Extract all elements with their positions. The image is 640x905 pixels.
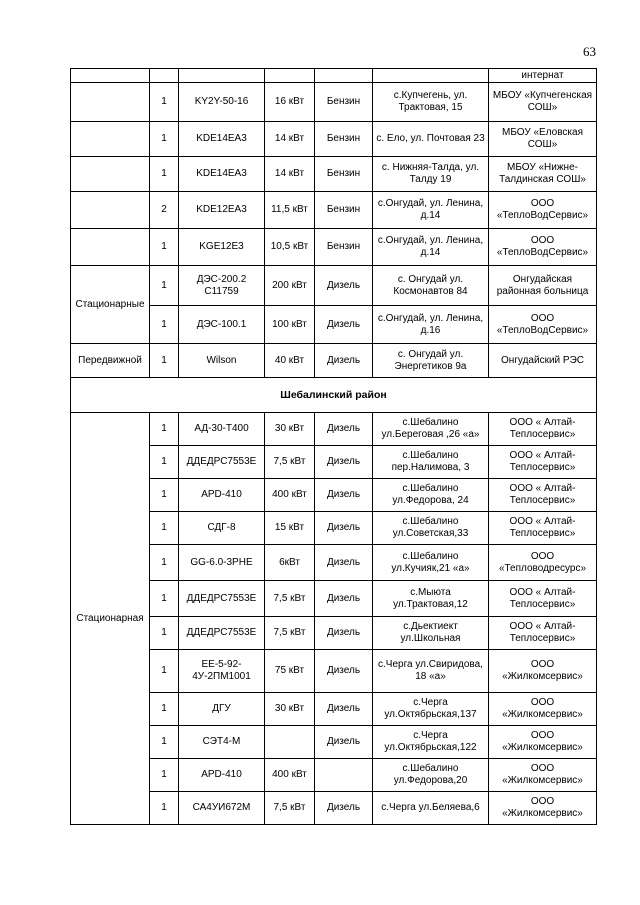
address-cell: с.Онгудай, ул. Ленина, д.14 bbox=[373, 192, 489, 229]
owner-cell: Онгудайский РЭС bbox=[489, 344, 597, 378]
table-row bbox=[71, 545, 597, 581]
table-row bbox=[71, 792, 597, 825]
address-cell: с.Купчегень, ул. Трактовая, 15 bbox=[373, 83, 489, 122]
address-cell: с.Черга ул.Октябрьская,137 bbox=[373, 693, 489, 726]
model-cell: АРD-410 bbox=[179, 759, 265, 792]
address-cell: с.Онгудай, ул. Ленина, д.16 bbox=[373, 306, 489, 344]
power-cell: 15 кВт bbox=[265, 512, 315, 545]
table-row bbox=[71, 693, 597, 726]
model-cell: KGE12E3 bbox=[179, 229, 265, 266]
model-cell: GG-6.0-3PHE bbox=[179, 545, 265, 581]
qty-cell: 1 bbox=[150, 122, 179, 157]
power-cell bbox=[265, 726, 315, 759]
qty-cell: 1 bbox=[150, 726, 179, 759]
fuel-cell bbox=[315, 69, 373, 83]
table-row bbox=[71, 83, 597, 122]
fuel-cell: Дизель bbox=[315, 446, 373, 479]
qty-cell: 1 bbox=[150, 266, 179, 306]
power-cell: 30 кВт bbox=[265, 693, 315, 726]
fuel-cell: Бензин bbox=[315, 83, 373, 122]
qty-cell: 1 bbox=[150, 581, 179, 617]
power-cell: 6кВт bbox=[265, 545, 315, 581]
qty-cell: 1 bbox=[150, 693, 179, 726]
address-cell: с.Шебалино ул.Федорова,20 bbox=[373, 759, 489, 792]
owner-cell: ООО «ТеплоВодСервис» bbox=[489, 229, 597, 266]
address-cell: с.Шебалино ул.Береговая ,26 «а» bbox=[373, 413, 489, 446]
table-row bbox=[71, 229, 597, 266]
category-cell bbox=[71, 83, 150, 122]
power-cell: 10,5 кВт bbox=[265, 229, 315, 266]
fuel-cell: Дизель bbox=[315, 512, 373, 545]
table-row bbox=[71, 512, 597, 545]
power-cell: 200 кВт bbox=[265, 266, 315, 306]
qty-cell: 1 bbox=[150, 83, 179, 122]
owner-cell: ООО «Жилкомсервис» bbox=[489, 693, 597, 726]
address-cell: с.Шебалино ул.Советская,33 bbox=[373, 512, 489, 545]
fuel-cell: Дизель bbox=[315, 792, 373, 825]
qty-cell: 1 bbox=[150, 545, 179, 581]
model-cell: ЕЕ-5-92-4У-2ПМ1001 bbox=[179, 650, 265, 693]
fuel-cell: Дизель bbox=[315, 413, 373, 446]
fuel-cell: Бензин bbox=[315, 157, 373, 192]
address-cell: с.Черга ул.Октябрьская,122 bbox=[373, 726, 489, 759]
model-cell: ДДЕДРС7553Е bbox=[179, 581, 265, 617]
owner-cell: ООО « Алтай-Теплосервис» bbox=[489, 479, 597, 512]
owner-cell: ООО « Алтай-Теплосервис» bbox=[489, 512, 597, 545]
table-row bbox=[71, 759, 597, 792]
power-cell: 30 кВт bbox=[265, 413, 315, 446]
qty-cell: 2 bbox=[150, 192, 179, 229]
power-cell: 7,5 кВт bbox=[265, 581, 315, 617]
qty-cell: 1 bbox=[150, 229, 179, 266]
category-cell bbox=[71, 69, 150, 83]
power-cell: 7,5 кВт bbox=[265, 617, 315, 650]
fuel-cell: Дизель bbox=[315, 479, 373, 512]
fuel-cell: Дизель bbox=[315, 581, 373, 617]
model-cell bbox=[179, 69, 265, 83]
qty-cell: 1 bbox=[150, 617, 179, 650]
category-cell: Стационарные bbox=[71, 266, 150, 344]
fuel-cell bbox=[315, 759, 373, 792]
table-row bbox=[71, 446, 597, 479]
qty-cell: 1 bbox=[150, 157, 179, 192]
model-cell: KDE14EA3 bbox=[179, 122, 265, 157]
table-row bbox=[71, 650, 597, 693]
category-cell bbox=[71, 229, 150, 266]
qty-cell: 1 bbox=[150, 512, 179, 545]
continuation-row bbox=[71, 69, 597, 83]
owner-cell: ООО «Жилкомсервис» bbox=[489, 792, 597, 825]
table-row bbox=[71, 479, 597, 512]
table-row bbox=[71, 192, 597, 229]
model-cell: ДДЕДРС7553Е bbox=[179, 617, 265, 650]
section-title: Шебалинский район bbox=[71, 378, 597, 413]
address-cell: с.Дьектиект ул.Школьная bbox=[373, 617, 489, 650]
model-cell: KY2Y-50-16 bbox=[179, 83, 265, 122]
qty-cell: 1 bbox=[150, 650, 179, 693]
address-cell: с.Шебалино пер.Налимова, 3 bbox=[373, 446, 489, 479]
owner-cell: ООО «Жилкомсервис» bbox=[489, 650, 597, 693]
table-row bbox=[71, 617, 597, 650]
address-cell: с.Шебалино ул.Федорова, 24 bbox=[373, 479, 489, 512]
address-cell bbox=[373, 69, 489, 83]
address-cell: с.Шебалино ул.Кучияк,21 «а» bbox=[373, 545, 489, 581]
power-cell: 400 кВт bbox=[265, 479, 315, 512]
qty-cell: 1 bbox=[150, 479, 179, 512]
power-cell: 14 кВт bbox=[265, 122, 315, 157]
address-cell: с.Мыюта ул.Трактовая,12 bbox=[373, 581, 489, 617]
power-cell: 100 кВт bbox=[265, 306, 315, 344]
fuel-cell: Дизель bbox=[315, 545, 373, 581]
power-cell: 16 кВт bbox=[265, 83, 315, 122]
fuel-cell: Дизель bbox=[315, 306, 373, 344]
fuel-cell: Дизель bbox=[315, 266, 373, 306]
model-cell: KDE12EA3 bbox=[179, 192, 265, 229]
owner-cell: Онгудайская районная больница bbox=[489, 266, 597, 306]
section-row bbox=[71, 378, 597, 413]
fuel-cell: Бензин bbox=[315, 229, 373, 266]
qty-cell: 1 bbox=[150, 792, 179, 825]
address-cell: с. Ело, ул. Почтовая 23 bbox=[373, 122, 489, 157]
owner-cell: ООО « Алтай-Теплосервис» bbox=[489, 581, 597, 617]
table-row bbox=[71, 581, 597, 617]
qty-cell: 1 bbox=[150, 344, 179, 378]
model-cell: АД-30-Т400 bbox=[179, 413, 265, 446]
table-row bbox=[71, 413, 597, 446]
power-cell: 75 кВт bbox=[265, 650, 315, 693]
power-cell: 400 кВт bbox=[265, 759, 315, 792]
owner-cell: ООО « Алтай-Теплосервис» bbox=[489, 617, 597, 650]
table-row bbox=[71, 344, 597, 378]
owner-cell: ООО «Жилкомсервис» bbox=[489, 759, 597, 792]
owner-cell: ООО «Жилкомсервис» bbox=[489, 726, 597, 759]
table-row bbox=[71, 266, 597, 306]
category-cell bbox=[71, 192, 150, 229]
fuel-cell: Дизель bbox=[315, 344, 373, 378]
fuel-cell: Бензин bbox=[315, 192, 373, 229]
qty-cell: 1 bbox=[150, 413, 179, 446]
power-cell: 40 кВт bbox=[265, 344, 315, 378]
qty-cell bbox=[150, 69, 179, 83]
model-cell: АРD-410 bbox=[179, 479, 265, 512]
model-cell: СА4УИ672М bbox=[179, 792, 265, 825]
category-cell bbox=[71, 122, 150, 157]
power-cell: 7,5 кВт bbox=[265, 446, 315, 479]
page-number: 63 bbox=[583, 44, 596, 59]
owner-cell: ООО «ТеплоВодСервис» bbox=[489, 306, 597, 344]
fuel-cell: Дизель bbox=[315, 650, 373, 693]
owner-cell: ООО « Алтай-Теплосервис» bbox=[489, 446, 597, 479]
owner-cell: ООО « Алтай-Теплосервис» bbox=[489, 413, 597, 446]
owner-cell: ООО «Тепловодресурс» bbox=[489, 545, 597, 581]
model-cell: СЭТ4-М bbox=[179, 726, 265, 759]
category-cell: Стационарная bbox=[71, 413, 150, 825]
fuel-cell: Бензин bbox=[315, 122, 373, 157]
power-cell: 14 кВт bbox=[265, 157, 315, 192]
address-cell: с. Онгудай ул. Космонавтов 84 bbox=[373, 266, 489, 306]
owner-cell: интернат bbox=[489, 69, 597, 83]
model-cell: ДДЕДРС7553Е bbox=[179, 446, 265, 479]
address-cell: с.Онгудай, ул. Ленина, д.14 bbox=[373, 229, 489, 266]
model-cell: ДЭС-100.1 bbox=[179, 306, 265, 344]
table-row bbox=[71, 157, 597, 192]
table-row bbox=[71, 726, 597, 759]
address-cell: с. Онгудай ул. Энергетиков 9а bbox=[373, 344, 489, 378]
fuel-cell: Дизель bbox=[315, 726, 373, 759]
category-cell bbox=[71, 157, 150, 192]
fuel-cell: Дизель bbox=[315, 617, 373, 650]
category-cell: Передвижной bbox=[71, 344, 150, 378]
table-row bbox=[71, 306, 597, 344]
power-cell bbox=[265, 69, 315, 83]
qty-cell: 1 bbox=[150, 759, 179, 792]
address-cell: с.Черга ул.Беляева,6 bbox=[373, 792, 489, 825]
fuel-cell: Дизель bbox=[315, 693, 373, 726]
generator-table bbox=[70, 68, 597, 825]
power-cell: 7,5 кВт bbox=[265, 792, 315, 825]
owner-cell: ООО «ТеплоВодСервис» bbox=[489, 192, 597, 229]
table-row bbox=[71, 122, 597, 157]
owner-cell: МБОУ «Еловская СОШ» bbox=[489, 122, 597, 157]
model-cell: KDE14EA3 bbox=[179, 157, 265, 192]
owner-cell: МБОУ «Купчегенская СОШ» bbox=[489, 83, 597, 122]
model-cell: ДГУ bbox=[179, 693, 265, 726]
owner-cell: МБОУ «Нижне-Талдинская СОШ» bbox=[489, 157, 597, 192]
address-cell: с. Нижняя-Талда, ул. Талду 19 bbox=[373, 157, 489, 192]
address-cell: с.Черга ул.Свиридова, 18 «а» bbox=[373, 650, 489, 693]
model-cell: Wilson bbox=[179, 344, 265, 378]
model-cell: СДГ-8 bbox=[179, 512, 265, 545]
model-cell: ДЭС-200.2 С11759 bbox=[179, 266, 265, 306]
power-cell: 11,5 кВт bbox=[265, 192, 315, 229]
qty-cell: 1 bbox=[150, 306, 179, 344]
qty-cell: 1 bbox=[150, 446, 179, 479]
